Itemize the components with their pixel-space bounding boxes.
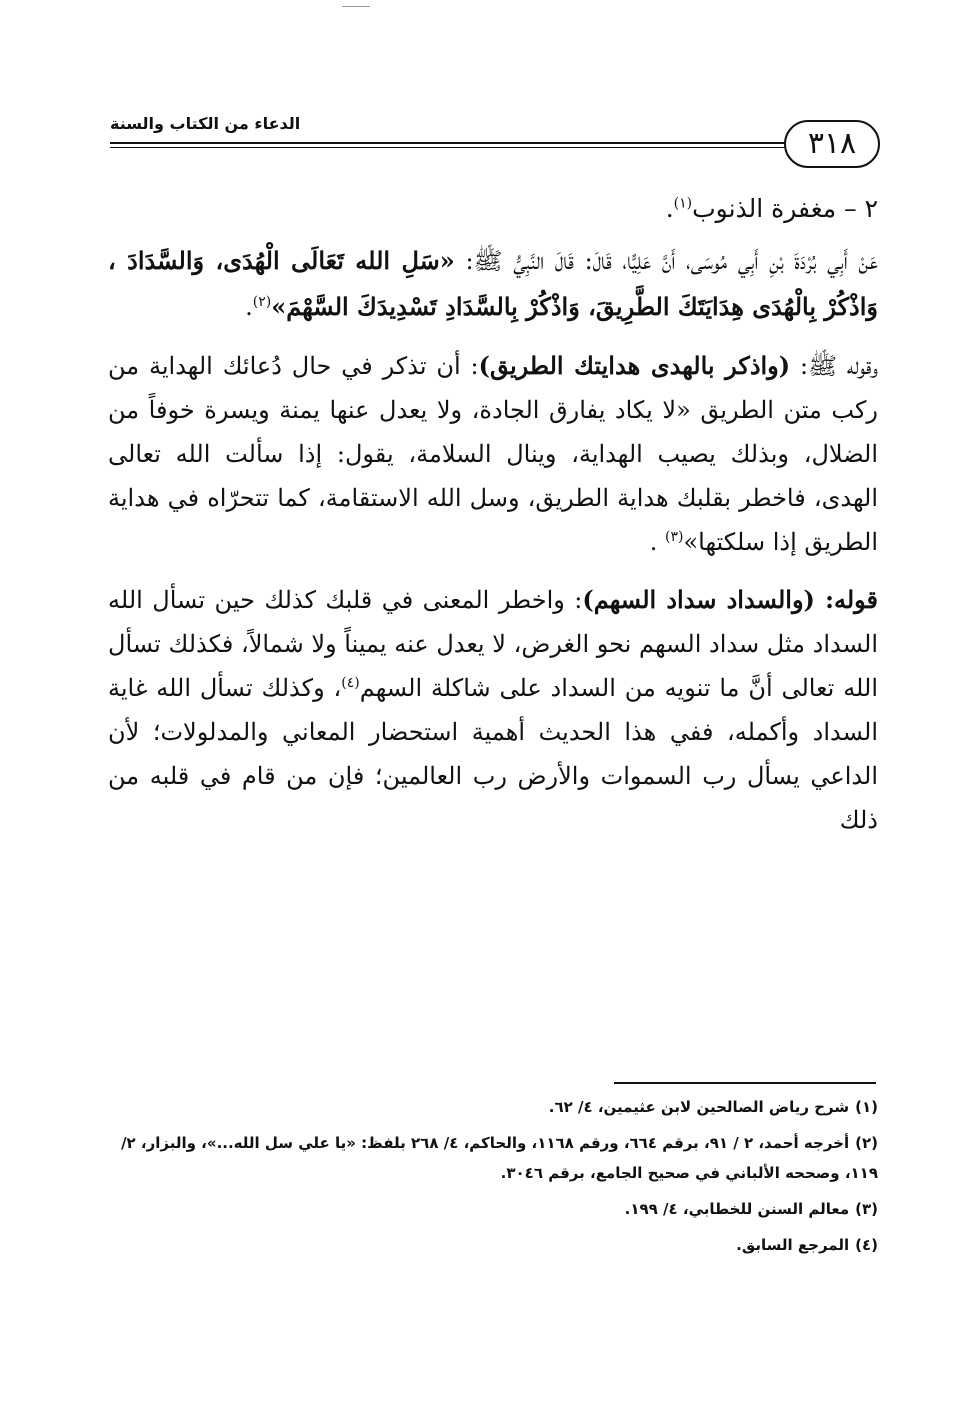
footnote-text: معالم السنن للخطابي، ٤/ ١٩٩. bbox=[624, 1200, 850, 1218]
footnotes bbox=[108, 1092, 878, 1266]
footnote-ref-4: (٤) bbox=[341, 675, 360, 691]
paragraph1-quote: (واذكر بالهدى هدايتك الطريق) bbox=[478, 351, 791, 380]
main-text bbox=[108, 186, 878, 856]
hadith-text: «سَلِ الله تَعَالَى الْهُدَى، وَالسَّدَادَ ، وَاذْكُرْ بِالْهُدَى هِدَايَتَكَ الطَّرِيقَ، وَاذْكُرْ بِالسَّدَادِ تَسْدِيدَكَ السَّهْمَ» bbox=[108, 246, 878, 321]
footnote-number: (١) bbox=[855, 1098, 878, 1116]
paragraph1-end: . bbox=[649, 528, 666, 556]
paragraph-guidance bbox=[108, 344, 878, 564]
section-title-end: . bbox=[665, 194, 674, 223]
footnote-number: (٣) bbox=[855, 1200, 878, 1218]
paragraph2-body-a: : واخطر المعنى في قلبك كذلك حين تسأل الله السداد مثل سداد السهم نحو الغرض، لا يعدل عنه يميناً ولا شمالاً، فكذلك تسأل الله تعالى أنَّ ما تنويه من السداد على شاكلة السهم bbox=[108, 586, 878, 702]
footnote-number: (٤) bbox=[855, 1236, 878, 1254]
page-number: ٣١٨ bbox=[784, 120, 880, 168]
paragraph-sadad bbox=[108, 578, 878, 842]
top-rule bbox=[342, 6, 370, 7]
paragraph2-body-b: ، وكذلك تسأل الله غاية السداد وأكمله، ففي هذا الحديث أهمية استحضار المعاني والمدلولات؛ لأن الداعي يسأل رب السموات والأرض رب العالمين؛ فإن من قام في قلبه من ذلك bbox=[108, 674, 878, 834]
footnote-ref-1: (١) bbox=[673, 195, 693, 212]
footnote-text: شرح رياض الصالحين لابن عثيمين، ٤/ ٦٢. bbox=[548, 1098, 850, 1116]
hadith-paragraph bbox=[108, 238, 878, 330]
hadith-intro: عَنْ أَبِي بُرْدَةَ بْنِ أَبِي مُوسَى، أَنَّ عَلِيًّا، قَالَ: قَالَ النَّبِيُّ ﷺ: bbox=[454, 247, 879, 275]
book-title: الدعاء من الكتاب والسنة bbox=[110, 114, 301, 133]
paragraph1-lead: وقوله ﷺ: bbox=[790, 352, 878, 380]
section-title bbox=[108, 186, 878, 232]
footnote-number: (٢) bbox=[855, 1134, 878, 1152]
paragraph2-lead: قوله: (والسداد سداد السهم) bbox=[582, 585, 878, 614]
page-header bbox=[110, 108, 880, 178]
footnote-4 bbox=[108, 1230, 878, 1260]
footnote-rule bbox=[614, 1082, 876, 1084]
footnote-3 bbox=[108, 1194, 878, 1224]
footnote-text: أخرجه أحمد، ٢ / ٩١، برقم ٦٦٤، ورقم ١١٦٨، والحاكم، ٤/ ٢٦٨ بلفظ: «يا علي سل الله...»، والبزار، ٢/ ١١٩، وصححه الألباني في صحيح الجامع، برقم ٣٠٤٦. bbox=[121, 1134, 878, 1182]
paragraph1-body: : أن تذكر في حال دُعائك الهداية من ركب متن الطريق «لا يكاد يفارق الجادة، ولا يعدل عنها يمنة ويسرة خوفاً من الضلال، وبذلك يصيب الهداية، وينال السلامة، يقول: إذا سألت الله تعالى الهدى، فاخطر بقلبك هداية الطريق، وسل الله الاستقامة، كما تتحرّاه في هداية الطريق إذا سلكتها» bbox=[108, 352, 878, 556]
header-rule bbox=[110, 142, 814, 148]
footnote-1 bbox=[108, 1092, 878, 1122]
footnote-text: المرجع السابق. bbox=[736, 1236, 850, 1254]
footnote-ref-2: (٢) bbox=[252, 294, 272, 310]
hadith-end: . bbox=[245, 293, 253, 321]
footnote-ref-3: (٣) bbox=[665, 529, 684, 545]
footnote-2 bbox=[108, 1128, 878, 1188]
section-title-text: ٢ – مغفرة الذنوب bbox=[692, 194, 878, 223]
